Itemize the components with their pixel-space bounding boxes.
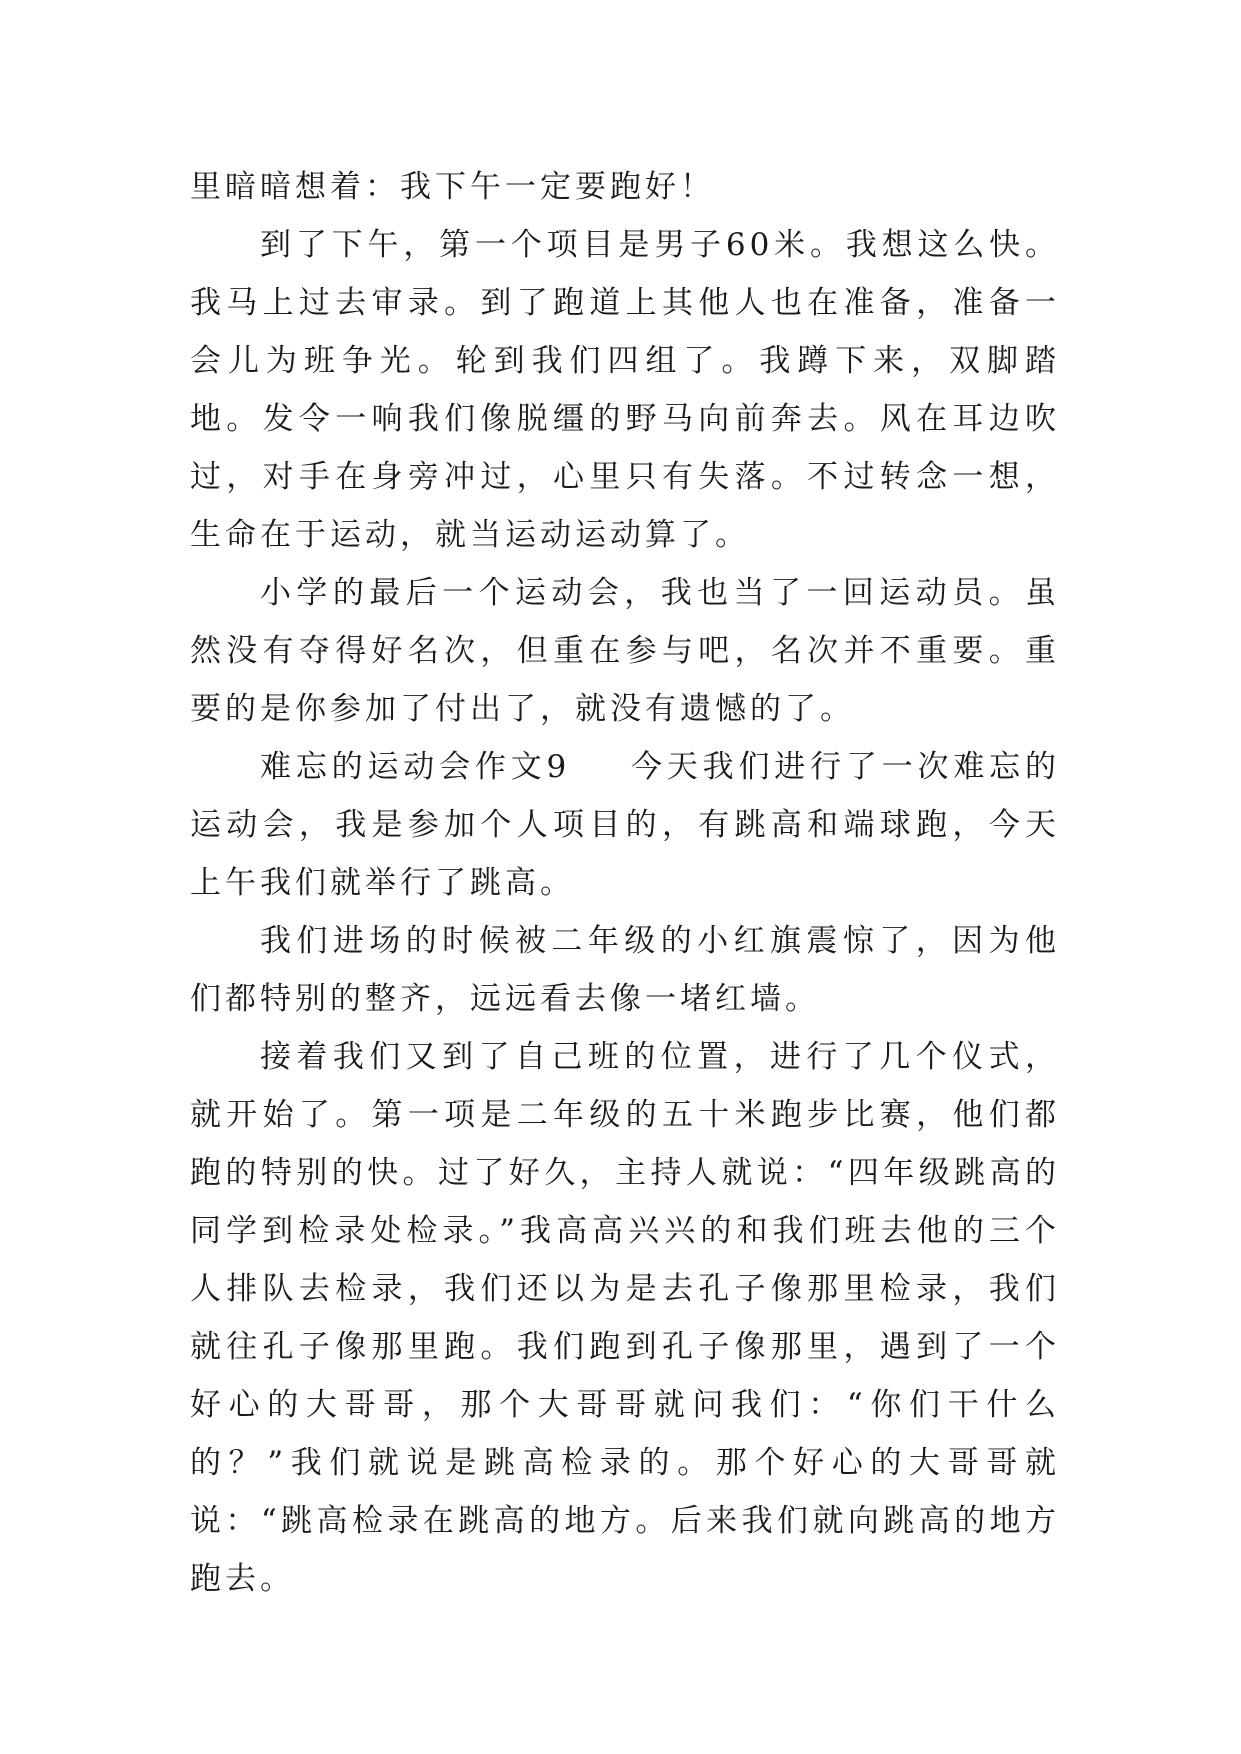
essay-heading: 难忘的运动会作文9 <box>260 749 571 785</box>
essay-body <box>190 158 1060 1608</box>
paragraph-6: 接着我们又到了自己班的位置，进行了几个仪式，就开始了。第一项是二年级的五十米跑步比赛，他们都跑的特别的快。过了好久，主持人就说：“四年级跳高的同学到检录处检录。”我高高兴兴的和我们班去他的三个人排队去检录，我们还以为是去孔子像那里检录，我们就往孔子像那里跑。我们跑到孔子像那里，遇到了一个好心的大哥哥，那个大哥哥就问我们：“你们干什么的？”我们就说是跳高检录的。那个好心的大哥哥就说：“跳高检录在跳高的地方。后来我们就向跳高的地方跑去。 <box>190 1039 1060 1597</box>
paragraph-4 <box>190 738 1060 912</box>
paragraph-1: 里暗暗想着：我下午一定要跑好！ <box>190 169 715 205</box>
paragraph-5: 我们进场的时候被二年级的小红旗震惊了，因为他们都特别的整齐，远远看去像一堵红墙。 <box>190 923 1060 1017</box>
paragraph-4-text: 今天我们进行了一次难忘的运动会，我是参加个人项目的，有跳高和端球跑，今天上午我们就举行了跳高。 <box>190 749 1060 901</box>
paragraph-3: 小学的最后一个运动会，我也当了一回运动员。虽然没有夺得好名次，但重在参与吧，名次并不重要。重要的是你参加了付出了，就没有遗憾的了。 <box>190 575 1060 727</box>
paragraph-2: 到了下午，第一个项目是男子60米。我想这么快。我马上过去审录。到了跑道上其他人也在准备，准备一会儿为班争光。轮到我们四组了。我蹲下来，双脚踏地。发令一响我们像脱缰的野马向前奔去。风在耳边吹过，对手在身旁冲过，心里只有失落。不过转念一想，生命在于运动，就当运动运动算了。 <box>190 227 1060 553</box>
